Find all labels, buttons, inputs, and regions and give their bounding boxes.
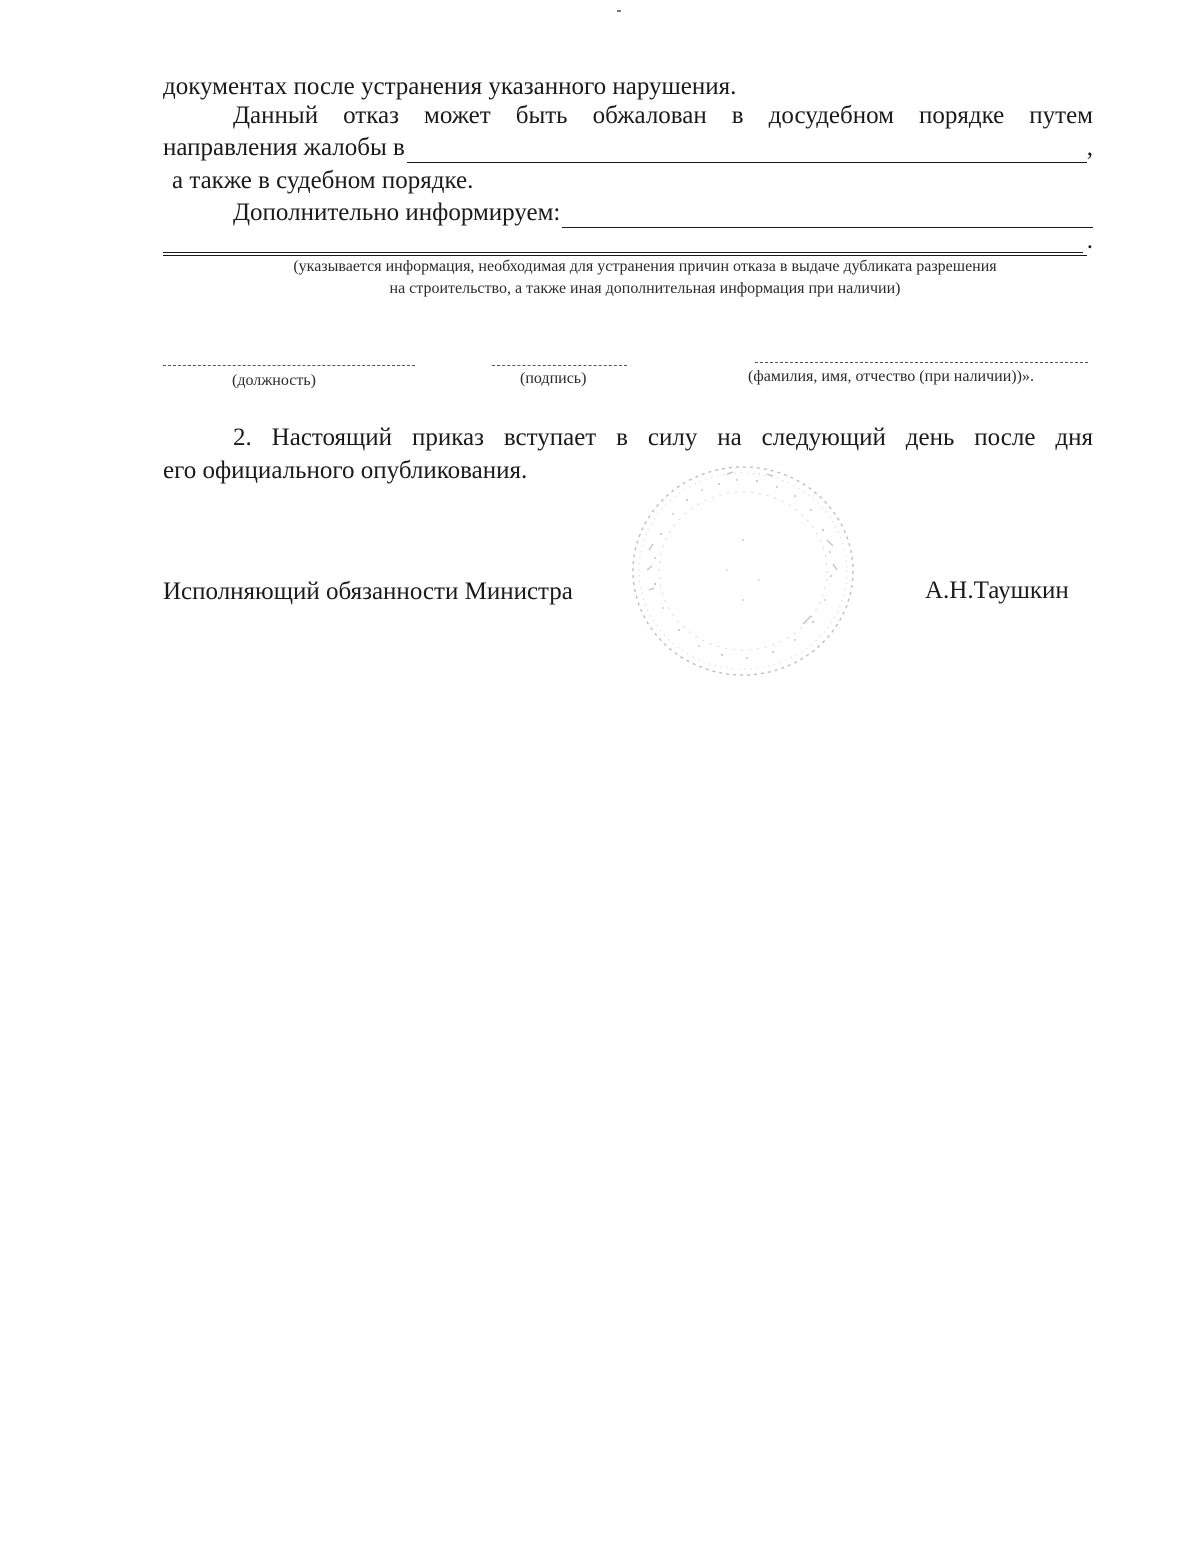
divider-rule (163, 252, 1083, 253)
official-seal-stamp (627, 460, 859, 682)
paragraph-line-appeal (163, 101, 1093, 131)
appeal-recipient-row (163, 133, 1093, 163)
paragraph-line (172, 166, 1102, 196)
scan-artifact (617, 10, 621, 12)
signature-label: (подпись) (520, 370, 587, 387)
additional-info-label: Дополнительно информируем: (233, 199, 561, 226)
text-para2-line-1: 2. Настоящий приказ вступает в силу на следующий день после дня (233, 424, 1093, 451)
paragraph-line-effective (163, 423, 1093, 453)
paragraph-line (163, 72, 1093, 102)
hint-note-line-1: (указывается информация, необходимая для устранения причин отказа в выдаче дубликата разрешения (293, 258, 997, 275)
additional-info-blank (562, 205, 1093, 228)
additional-info-period: . (1086, 227, 1093, 254)
text-line-2: Данный отказ может быть обжалован в досудебном порядке путем (233, 102, 1093, 129)
text-line-4: а также в судебном порядке. (172, 167, 474, 194)
position-blank (163, 365, 415, 366)
full-name-label: (фамилия, имя, отчество (при наличии))». (748, 368, 1034, 385)
hint-note-line-2: на строительство, а также иная дополнительная информация при наличии) (389, 280, 901, 297)
appeal-recipient-label: направления жалобы в (163, 134, 405, 161)
signatory-name-text: А.Н.Таушкин (925, 577, 1069, 604)
signatory-title-text: Исполняющий обязанности Министра (163, 578, 573, 605)
signature-blank (492, 365, 627, 366)
position-label: (должность) (232, 372, 316, 389)
appeal-recipient-comma: , (1086, 134, 1093, 161)
text-line-1: документах после устранения указанного нарушения. (163, 73, 737, 100)
full-name-blank (755, 362, 1088, 363)
additional-info-row (163, 198, 1093, 228)
signatory-name (925, 576, 1069, 606)
appeal-recipient-blank (407, 140, 1087, 163)
text-para2-line-2: его официального опубликования. (163, 457, 528, 484)
signatory-title (163, 577, 573, 607)
